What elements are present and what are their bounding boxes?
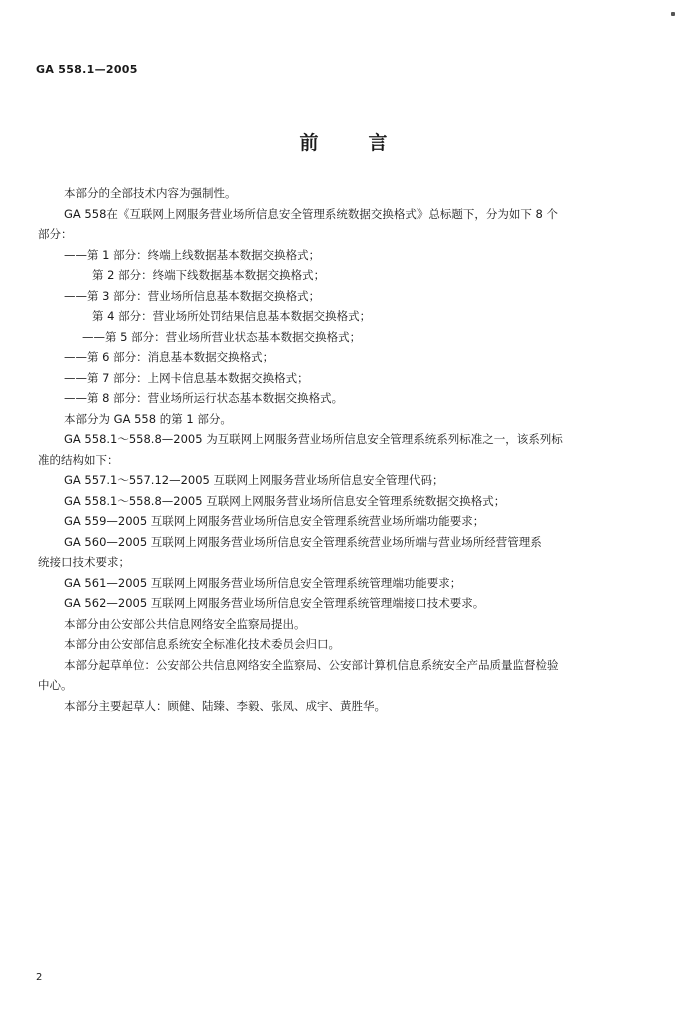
- list-item: ——第 1 部分：终端上线数据基本数据交换格式；: [64, 247, 321, 262]
- paragraph-line: 本部分由公安部公共信息网络安全监察局提出。: [64, 616, 306, 631]
- list-item: 第 4 部分：营业场所处罚结果信息基本数据交换格式；: [92, 309, 372, 323]
- paragraph-line: 本部分主要起草人：顾健、陆臻、李毅、张凤、成宇、黄胜华。: [64, 698, 386, 713]
- paragraph-line: 中心。: [38, 678, 73, 692]
- standard-list-item: GA 559—2005 互联网上网服务营业场所信息安全管理系统营业场所端功能要求；: [64, 514, 485, 528]
- standard-list-item: GA 557.1～557.12—2005 互联网上网服务营业场所信息安全管理代码；: [64, 473, 444, 487]
- page-number: 2: [36, 972, 43, 983]
- standard-list-item: GA 562—2005 互联网上网服务营业场所信息安全管理系统管理端接口技术要求。: [64, 596, 485, 610]
- paragraph-line: 本部分为 GA 558 的第 1 部分。: [64, 411, 232, 426]
- paragraph-line: 本部分由公安部信息系统安全标准化技术委员会归口。: [64, 637, 340, 651]
- list-item: ——第 5 部分：营业场所营业状态基本数据交换格式；: [82, 329, 362, 344]
- list-item: 第 2 部分：终端下线数据基本数据交换格式；: [92, 268, 326, 282]
- paragraph-line: GA 558在《互联网上网服务营业场所信息安全管理系统数据交换格式》总标题下，分为如下 8 个: [64, 206, 559, 221]
- paragraph-line: 准的结构如下：: [38, 452, 119, 467]
- standard-code: GA 558.1—2005: [36, 63, 138, 76]
- paragraph-line: 部分：: [38, 227, 73, 241]
- scan-mark: [671, 12, 675, 16]
- list-item: ——第 8 部分：营业场所运行状态基本数据交换格式。: [64, 391, 344, 405]
- paragraph-line: 统接口技术要求；: [38, 555, 130, 569]
- standard-list-item: GA 560—2005 互联网上网服务营业场所信息安全管理系统营业场所端与营业场所经营管理系: [64, 534, 542, 549]
- foreword-body: [38, 183, 650, 716]
- standard-list-item: GA 558.1～558.8—2005 互联网上网服务营业场所信息安全管理系统数据交换格式；: [64, 493, 506, 508]
- list-item: ——第 7 部分：上网卡信息基本数据交换格式；: [64, 370, 309, 385]
- list-item: ——第 6 部分：消息基本数据交换格式；: [64, 350, 275, 364]
- standard-list-item: GA 561—2005 互联网上网服务营业场所信息安全管理系统管理端功能要求；: [64, 575, 462, 590]
- page-title: 前言: [299, 132, 438, 154]
- list-item: ——第 3 部分：营业场所信息基本数据交换格式；: [64, 288, 321, 303]
- paragraph-line: GA 558.1～558.8—2005 为互联网上网服务营业场所信息安全管理系统系列标准之一，该系列标: [64, 432, 563, 446]
- paragraph-line: 本部分的全部技术内容为强制性。: [64, 186, 237, 200]
- paragraph-line: 本部分起草单位：公安部公共信息网络安全监察局、公安部计算机信息系统安全产品质量监督检验: [64, 657, 559, 672]
